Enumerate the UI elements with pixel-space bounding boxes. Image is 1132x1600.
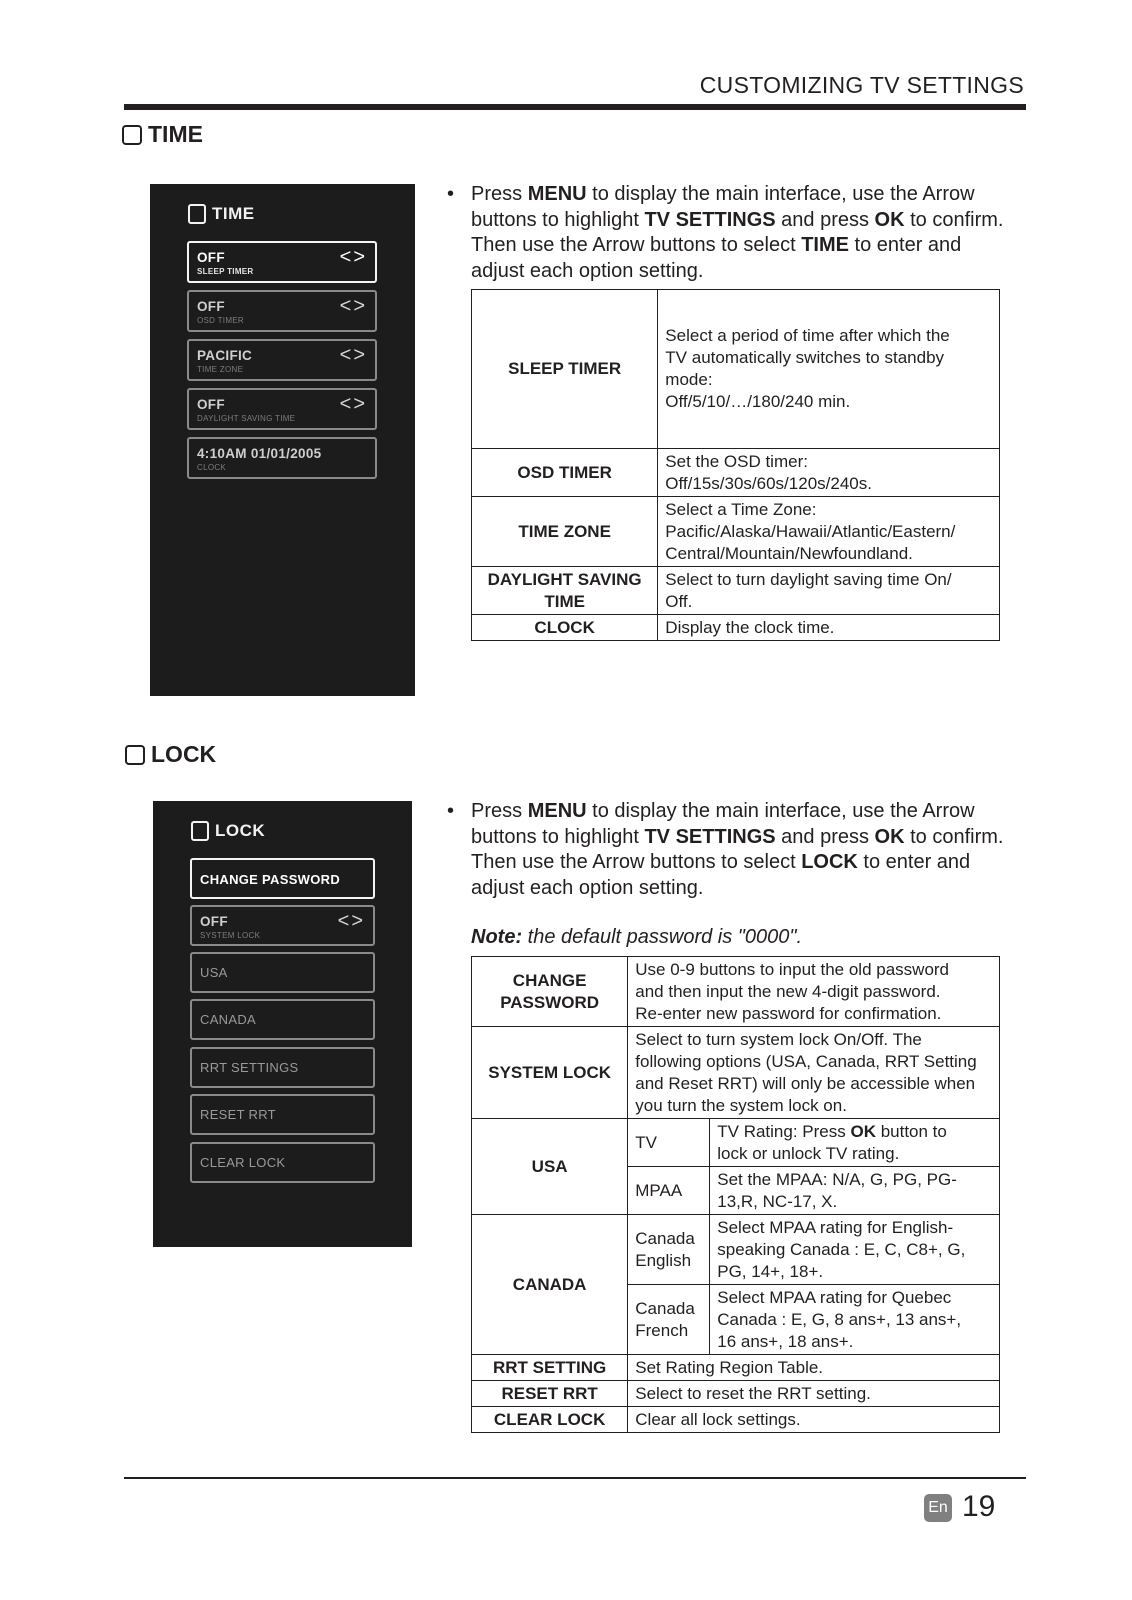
- bullet-icon: •: [447, 183, 455, 205]
- checkbox-icon: [125, 745, 145, 765]
- row-description: Display the clock time.: [658, 615, 1000, 641]
- lock-intro-paragraph: • Press MENU to display the main interface, use the Arrow buttons to highlight TV SETTINGS and press OK to confirm. Then use the Arrow buttons to select LOCK to enter and adjust each option setting.: [447, 800, 1004, 899]
- checkbox-icon: [191, 821, 209, 841]
- menu-item-osd-timer[interactable]: OFF OSD TIMER <>: [187, 290, 377, 332]
- checkbox-icon: [122, 125, 142, 145]
- menu-item-rrt-settings[interactable]: RRT SETTINGS: [190, 1047, 375, 1088]
- row-description: Clear all lock settings.: [628, 1407, 1000, 1433]
- table-row: [472, 1407, 1000, 1433]
- row-subkey: TV: [628, 1119, 710, 1167]
- row-key: TIME ZONE: [472, 497, 658, 567]
- time-settings-table: [471, 289, 1000, 641]
- left-right-arrows-icon: <>: [339, 295, 367, 317]
- default-password-note: Note: the default password is "0000".: [471, 926, 803, 948]
- lock-menu-title: LOCK: [191, 821, 265, 841]
- footer-rule: [124, 1477, 1026, 1479]
- row-key: CANADA: [472, 1215, 628, 1355]
- checkbox-icon: [188, 204, 206, 224]
- time-heading-text: TIME: [148, 121, 203, 147]
- table-row: [472, 1119, 1000, 1167]
- table-row: [472, 497, 1000, 567]
- menu-item-canada[interactable]: CANADA: [190, 999, 375, 1040]
- row-key: CHANGE PASSWORD: [472, 957, 628, 1027]
- table-row: [472, 1215, 1000, 1285]
- row-key: DAYLIGHT SAVING TIME: [472, 567, 658, 615]
- time-intro-paragraph: • Press MENU to display the main interface, use the Arrow buttons to highlight TV SETTINGS and press OK to confirm. Then use the Arrow buttons to select TIME to enter and adjust each option setting.: [447, 183, 1004, 282]
- bullet-icon: •: [447, 800, 455, 822]
- row-key: RESET RRT: [472, 1381, 628, 1407]
- row-key: SYSTEM LOCK: [472, 1027, 628, 1119]
- menu-item-change-password[interactable]: CHANGE PASSWORD: [190, 858, 375, 899]
- table-row: [472, 957, 1000, 1027]
- row-key: CLOCK: [472, 615, 658, 641]
- row-key: USA: [472, 1119, 628, 1215]
- time-menu-title: TIME: [188, 204, 255, 224]
- table-row: [472, 1381, 1000, 1407]
- left-right-arrows-icon: <>: [339, 393, 367, 415]
- header-rule: [124, 104, 1026, 110]
- time-section-heading: [122, 121, 203, 148]
- row-subkey: Canada English: [628, 1215, 710, 1285]
- page-header-title: CUSTOMIZING TV SETTINGS: [699, 72, 1024, 98]
- table-row: [472, 449, 1000, 497]
- row-description: Select a Time Zone: Pacific/Alaska/Hawaii/Atlantic/Eastern/ Central/Mountain/Newfoundland.: [658, 497, 1000, 567]
- row-description: Select a period of time after which the TV automatically switches to standby mode: Off/5/10/…/180/240 min.: [658, 290, 1000, 449]
- row-subkey: MPAA: [628, 1167, 710, 1215]
- row-description: Select MPAA rating for English- speaking Canada : E, C, C8+, G, PG, 14+, 18+.: [710, 1215, 1000, 1285]
- menu-item-time-zone[interactable]: PACIFIC TIME ZONE <>: [187, 339, 377, 381]
- row-description: Select to turn daylight saving time On/ Off.: [658, 567, 1000, 615]
- lock-section-heading: [125, 741, 216, 768]
- row-subkey: Canada French: [628, 1285, 710, 1355]
- left-right-arrows-icon: <>: [337, 910, 365, 932]
- row-description: Set the MPAA: N/A, G, PG, PG- 13,R, NC-17, X.: [710, 1167, 1000, 1215]
- row-key: OSD TIMER: [472, 449, 658, 497]
- row-description: Use 0-9 buttons to input the old password and then input the new 4-digit password. Re-enter new password for confirmation.: [628, 957, 1000, 1027]
- menu-item-sleep-timer[interactable]: OFF SLEEP TIMER <>: [187, 241, 377, 283]
- left-right-arrows-icon: <>: [339, 344, 367, 366]
- language-badge: En: [924, 1494, 952, 1522]
- row-key: CLEAR LOCK: [472, 1407, 628, 1433]
- lock-heading-text: LOCK: [151, 741, 217, 767]
- lock-menu-screenshot: [153, 801, 412, 1247]
- row-description: TV Rating: Press OK button to lock or unlock TV rating.: [710, 1119, 1000, 1167]
- table-row: [472, 1027, 1000, 1119]
- menu-item-system-lock[interactable]: OFF SYSTEM LOCK <>: [190, 905, 375, 946]
- row-description: Select MPAA rating for Quebec Canada : E, G, 8 ans+, 13 ans+, 16 ans+, 18 ans+.: [710, 1285, 1000, 1355]
- page-number: 19: [962, 1490, 996, 1523]
- table-row: [472, 1355, 1000, 1381]
- row-key: RRT SETTING: [472, 1355, 628, 1381]
- time-menu-screenshot: [150, 184, 415, 696]
- menu-item-clock[interactable]: 4:10AM 01/01/2005 CLOCK: [187, 437, 377, 479]
- left-right-arrows-icon: <>: [339, 246, 367, 268]
- row-description: Select to reset the RRT setting.: [628, 1381, 1000, 1407]
- menu-item-clear-lock[interactable]: CLEAR LOCK: [190, 1142, 375, 1183]
- row-description: Set the OSD timer: Off/15s/30s/60s/120s/240s.: [658, 449, 1000, 497]
- row-key: SLEEP TIMER: [472, 290, 658, 449]
- menu-item-usa[interactable]: USA: [190, 952, 375, 993]
- table-row: [472, 290, 1000, 449]
- table-row: [472, 615, 1000, 641]
- table-row: [472, 567, 1000, 615]
- menu-item-reset-rrt[interactable]: RESET RRT: [190, 1094, 375, 1135]
- row-description: Set Rating Region Table.: [628, 1355, 1000, 1381]
- menu-item-daylight-saving-time[interactable]: OFF DAYLIGHT SAVING TIME <>: [187, 388, 377, 430]
- lock-settings-table: [471, 956, 1000, 1433]
- row-description: Select to turn system lock On/Off. The following options (USA, Canada, RRT Setting and Reset RRT) will only be accessible when you turn the system lock on.: [628, 1027, 1000, 1119]
